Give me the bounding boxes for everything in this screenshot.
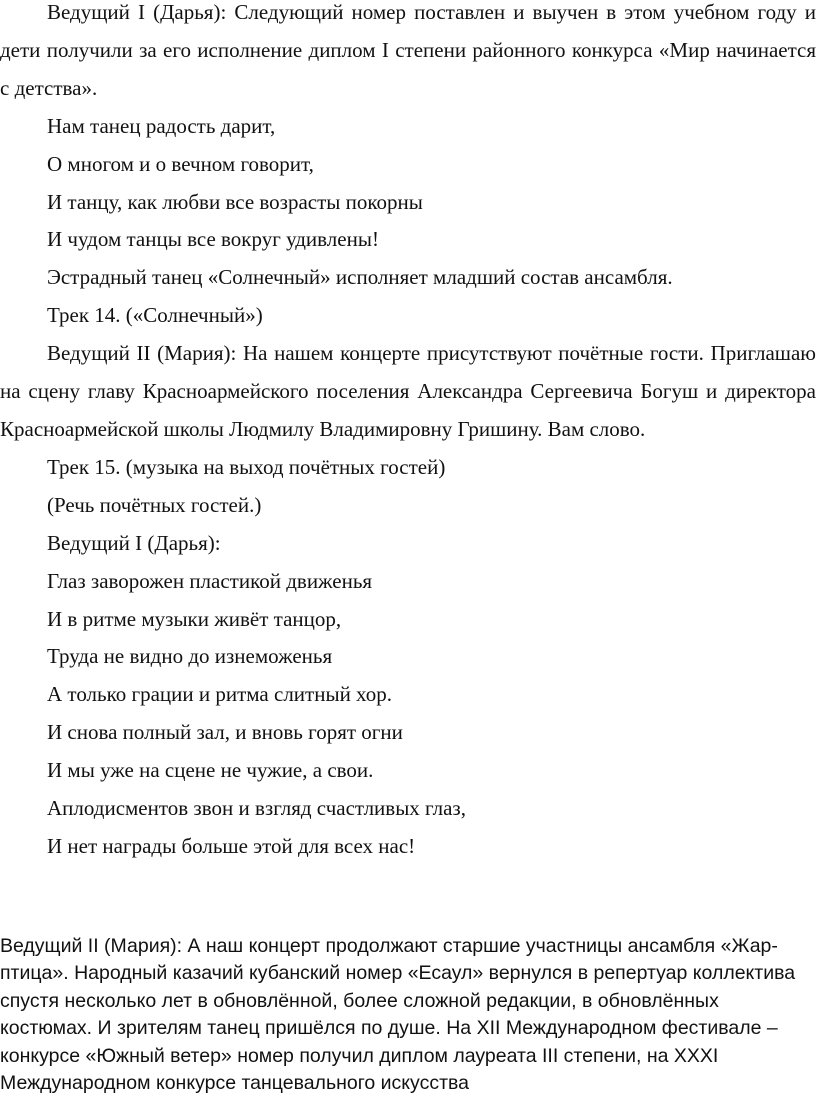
- poem-line: И танцу, как любви все возрасты покорны: [47, 189, 423, 214]
- poem-line: Глаз заворожен пластикой движенья: [47, 568, 373, 593]
- poem-line: Аплодисментов звон и взгляд счастливых глаз,: [47, 796, 466, 821]
- poem-line: И снова полный зал, и вновь горят огни: [47, 720, 403, 745]
- track-note: Трек 14. («Солнечный»): [47, 303, 263, 328]
- paragraph-dance-announcement: Эстрадный танец «Солнечный» исполняет младший состав ансамбля.: [47, 265, 673, 290]
- track-note: Трек 15. (музыка на выход почётных гостей): [47, 454, 446, 479]
- poem-line: О многом и о вечном говорит,: [47, 151, 314, 176]
- poem-line: И в ритме музыки живёт танцор,: [47, 606, 342, 631]
- paragraph-host-maria-guests: Ведущий II (Мария): На нашем концерте присутствуют почётные гости. Приглашаю на сцену главу Красноармейского поселения Александра Сергеевича Богуш и директора Красноармейской школы Людмилу Владимировну Гришину. Вам слово.: [0, 341, 816, 441]
- poem-line: А только грации и ритма слитный хор.: [47, 682, 393, 707]
- speaker-heading: Ведущий I (Дарья):: [47, 530, 221, 555]
- stage-direction: (Речь почётных гостей.): [47, 492, 262, 517]
- paragraph-text: Ведущий II (Мария): А наш концерт продолжают старшие участницы ансамбля «Жар-птица». Народный казачий кубанский номер «Есаул» вернулся в репертуар коллектива спустя несколько лет в обновлённой, более сложной редакции, в обновлённых костюмах. И зрителям танец пришёлся по душе. На XII Международном фестивале – конкурсе «Южный ветер» номер получил диплом лауреата III степени, на XXXI Международном конкурсе танцевального искусства: [0, 935, 796, 1095]
- poem-line: Труда не видно до изнеможенья: [47, 644, 333, 669]
- poem-line: И чудом танцы все вокруг удивлены!: [47, 227, 379, 252]
- paragraph-host-darya-intro: Ведущий I (Дарья): Следующий номер поставлен и выучен в этом учебном году и дети получили за его исполнение диплом I степени районного конкурса «Мир начинается с детства».: [0, 0, 816, 100]
- poem-line: И нет награды больше этой для всех нас!: [47, 833, 416, 858]
- poem-line: Нам танец радость дарит,: [47, 113, 276, 138]
- poem-line: И мы уже на сцене не чужие, а свои.: [47, 758, 374, 783]
- paragraph-host-maria-esaul: [0, 933, 816, 1097]
